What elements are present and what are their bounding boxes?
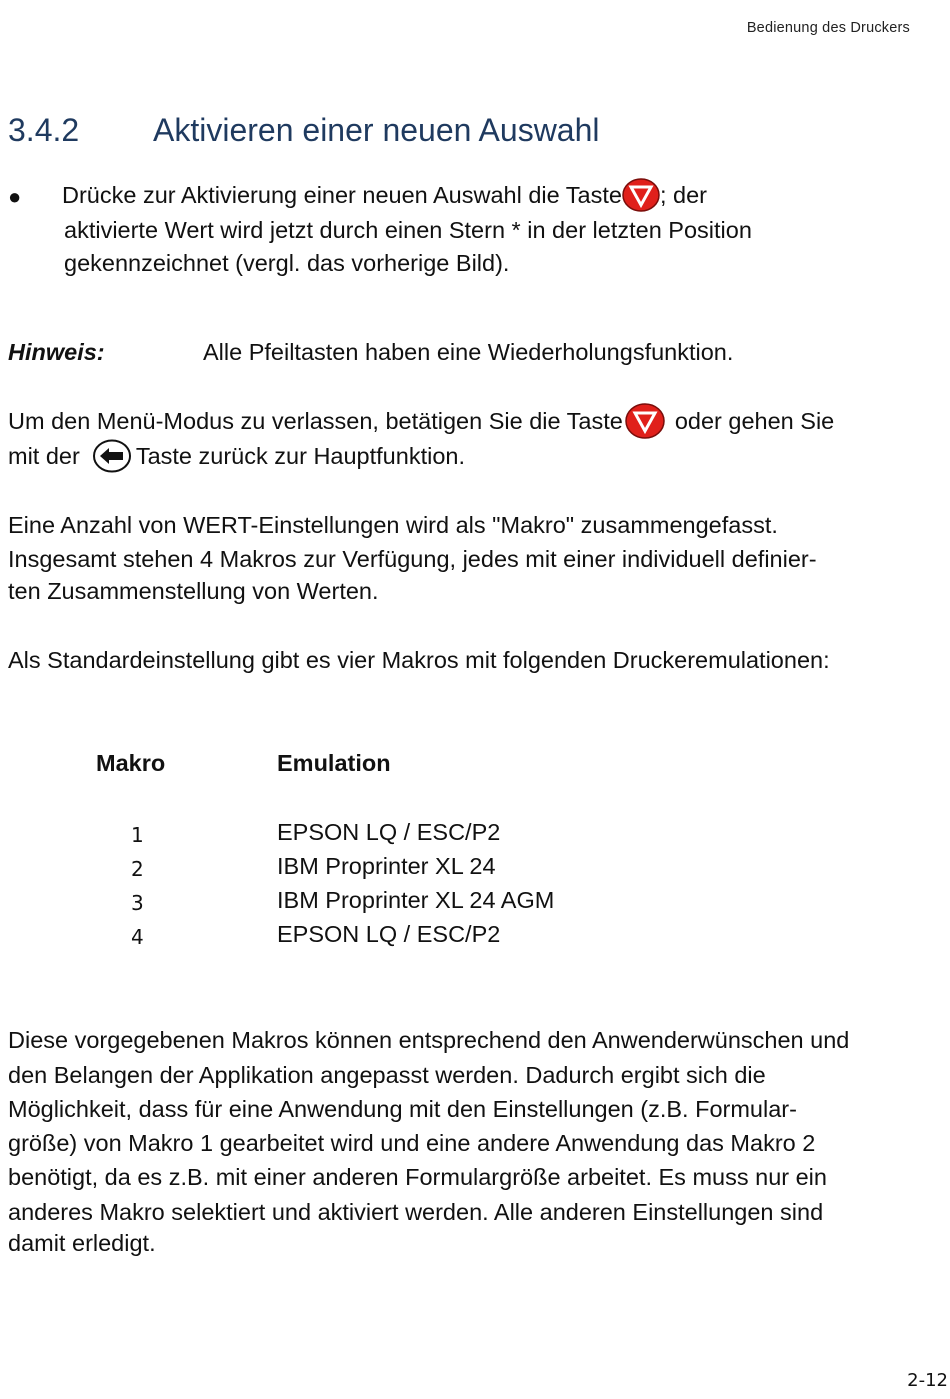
page-number: 2-12 <box>907 1370 948 1391</box>
section-number: 3.4.2 <box>8 112 80 148</box>
menu-exit-line-1-text: Um den Menü-Modus zu verlassen, betätigen Sie die Taste <box>8 408 623 435</box>
table-header-emulation: Emulation <box>277 750 391 776</box>
closing-line-6: anderes Makro selektiert und aktiviert werden. Alle anderen Einstellungen sind <box>8 1199 824 1225</box>
bullet-line-3: gekennzeichnet (vergl. das vorherige Bild). <box>64 250 510 276</box>
down-triangle-key-icon <box>622 178 660 212</box>
section-title: Aktivieren einer neuen Auswahl <box>153 112 600 148</box>
bullet-marker: ● <box>8 184 22 209</box>
menu-exit-line-1-tail: oder gehen Sie <box>674 408 835 435</box>
closing-line-7: damit erledigt. <box>8 1230 156 1256</box>
hint-text: Alle Pfeiltasten haben eine Wiederholungsfunktion. <box>203 339 734 365</box>
table-header-macro: Makro <box>96 750 166 776</box>
closing-line-3: Möglichkeit, dass für eine Anwendung mit den Einstellungen (z.B. Formular- <box>8 1096 797 1122</box>
bullet-line-1-tail: ; der <box>659 182 708 209</box>
closing-line-5: benötigt, da es z.B. mit einer anderen Formulargröße arbeitet. Es muss nur ein <box>8 1164 827 1190</box>
running-header: Bedienung des Druckers <box>746 20 910 36</box>
closing-line-4: größe) von Makro 1 gearbeitet wird und eine andere Anwendung das Makro 2 <box>8 1130 816 1156</box>
bullet-line-1 <box>62 180 707 214</box>
table-row-emulation: EPSON LQ / ESC/P2 <box>277 819 501 845</box>
macro-intro-line-1: Eine Anzahl von WERT-Einstellungen wird als "Makro" zusammengefasst. <box>8 512 778 538</box>
table-row-emulation: EPSON LQ / ESC/P2 <box>277 921 501 947</box>
table-row-macro: 4 <box>131 925 144 949</box>
menu-exit-line-2 <box>8 441 465 475</box>
closing-line-2: den Belangen der Applikation angepasst werden. Dadurch ergibt sich die <box>8 1062 766 1088</box>
table-row-macro: 2 <box>131 857 144 881</box>
table-row-macro: 1 <box>131 823 144 847</box>
menu-exit-line-2-tail: Taste zurück zur Hauptfunktion. <box>135 443 465 470</box>
left-arrow-key-icon <box>92 439 132 473</box>
closing-line-1: Diese vorgegebenen Makros können entsprechend den Anwenderwünschen und <box>8 1027 850 1053</box>
menu-exit-line-2-text: mit der <box>8 443 80 470</box>
table-row-emulation: IBM Proprinter XL 24 AGM <box>277 887 555 913</box>
table-row-emulation: IBM Proprinter XL 24 <box>277 853 496 879</box>
macro-intro-line-2: Insgesamt stehen 4 Makros zur Verfügung, jedes mit einer individuell definier- <box>8 546 817 572</box>
bullet-line-2: aktivierte Wert wird jetzt durch einen Stern * in der letzten Position <box>64 217 752 243</box>
table-row-macro: 3 <box>131 891 144 915</box>
hint-label: Hinweis: <box>8 339 105 365</box>
macro-intro-line-3: ten Zusammenstellung von Werten. <box>8 578 379 604</box>
down-triangle-key-icon <box>625 403 665 439</box>
menu-exit-line-1 <box>8 405 834 441</box>
bullet-line-1-text: Drücke zur Aktivierung einer neuen Auswahl die Taste <box>62 182 622 209</box>
default-text: Als Standardeinstellung gibt es vier Makros mit folgenden Druckeremulationen: <box>8 647 830 673</box>
